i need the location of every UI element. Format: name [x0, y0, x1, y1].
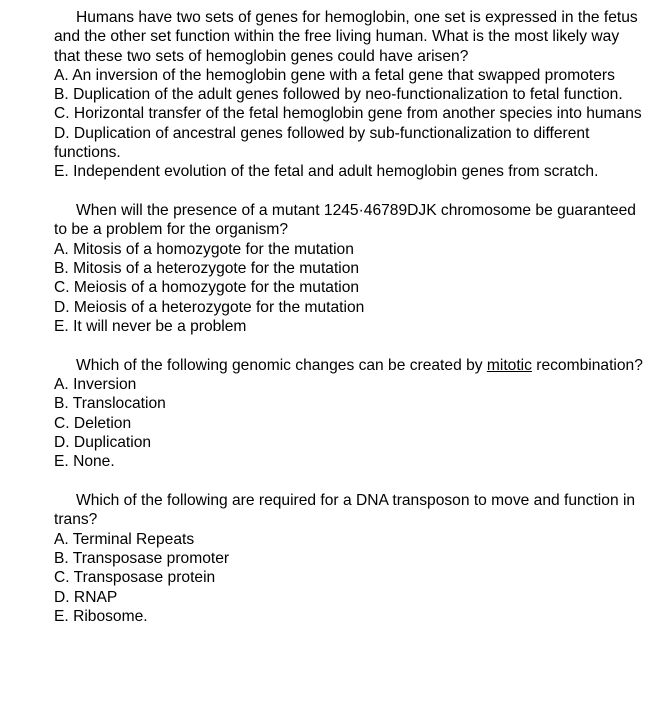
- question-2-option-a: A. Mitosis of a homozygote for the mutation: [54, 240, 354, 258]
- question-3-stem-before: Which of the following genomic changes can be created by: [76, 356, 487, 374]
- question-4: [54, 491, 649, 626]
- question-3-stem-after: recombination?: [531, 356, 643, 374]
- question-3-option-a: A. Inversion: [54, 376, 137, 394]
- question-3-option-c: C. Deletion: [54, 414, 132, 432]
- question-4-option-e: E. Ribosome.: [54, 607, 148, 625]
- question-4-option-b: B. Transposase promoter: [54, 549, 230, 567]
- question-2-option-d: D. Meiosis of a heterozygote for the mutation: [54, 298, 365, 316]
- document-page: [54, 8, 649, 626]
- question-1-option-d: D. Duplication of ancestral genes followed by sub-functionalization to different functions.: [54, 124, 590, 162]
- question-1-option-c: C. Horizontal transfer of the fetal hemoglobin gene from another species into humans: [54, 105, 642, 123]
- question-1-option-b: B. Duplication of the adult genes followed by neo-functionalization to fetal function.: [54, 86, 623, 104]
- question-2-option-b: B. Mitosis of a heterozygote for the mutation: [54, 260, 360, 278]
- question-4-option-d: D. RNAP: [54, 588, 118, 606]
- question-2-option-e: E. It will never be a problem: [54, 317, 247, 335]
- question-1-option-a: A. An inversion of the hemoglobin gene with a fetal gene that swapped promoters: [54, 66, 615, 84]
- question-3-stem: [54, 356, 649, 375]
- question-3-stem-underlined: mitotic: [486, 356, 532, 374]
- question-4-option-c: C. Transposase protein: [54, 569, 216, 587]
- question-3-option-d: D. Duplication: [54, 433, 152, 451]
- question-4-option-a: A. Terminal Repeats: [54, 530, 195, 548]
- question-1-option-e: E. Independent evolution of the fetal and adult hemoglobin genes from scratch.: [54, 163, 599, 181]
- question-3: [54, 356, 649, 472]
- question-3-option-b: B. Translocation: [54, 395, 166, 413]
- question-2-option-c: C. Meiosis of a homozygote for the mutation: [54, 279, 360, 297]
- question-2-stem: When will the presence of a mutant 1245·46789DJK chromosome be guaranteed to be a problem for the organism?: [54, 202, 636, 239]
- question-4-stem: Which of the following are required for a DNA transposon to move and function in trans?: [54, 492, 636, 529]
- question-1-stem: Humans have two sets of genes for hemoglobin, one set is expressed in the fetus and the other set function within the free living human. What is the most likely way that these two sets of hemoglobin genes could have arisen?: [54, 9, 638, 65]
- question-2: [54, 201, 649, 336]
- question-1: [54, 8, 649, 182]
- question-3-option-e: E. None.: [54, 453, 115, 471]
